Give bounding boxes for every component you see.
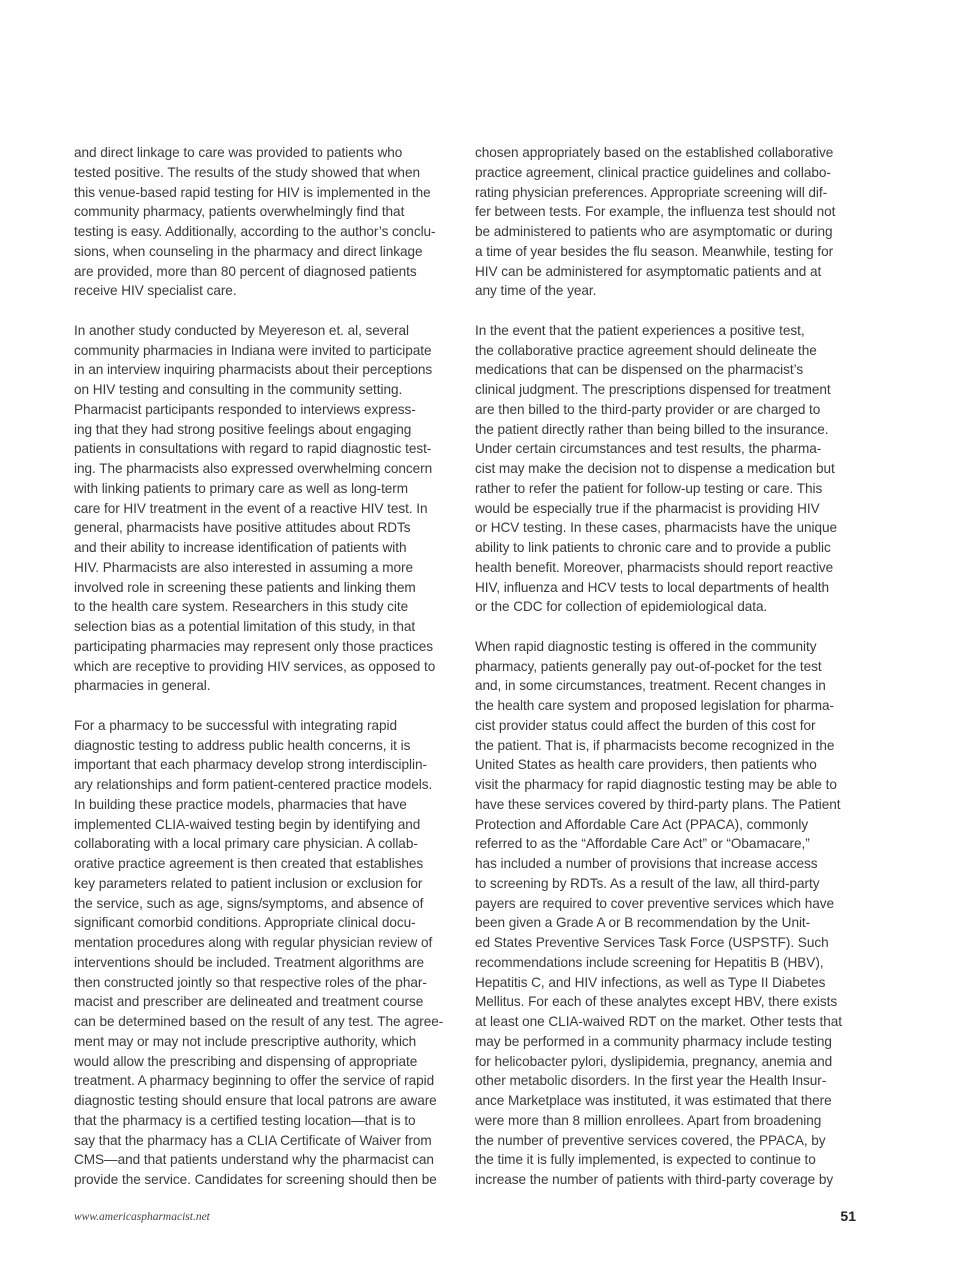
text-line: the service, such as age, signs/symptoms, and absence of — [74, 895, 424, 911]
text-line: are provided, more than 80 percent of diagnosed patients — [74, 263, 417, 279]
text-line: patients in consultations with regard to rapid diagnostic test- — [74, 441, 432, 457]
text-line: the patient. That is, if pharmacists become recognized in the — [475, 737, 835, 753]
text-line: community pharmacy, patients overwhelmingly find that — [74, 204, 405, 220]
text-line: United States as health care providers, then patients who — [475, 757, 817, 773]
text-line: pharmacies in general. — [74, 678, 211, 694]
text-line: at least one CLIA-waived RDT on the market. Other tests that — [475, 1014, 842, 1029]
text-line: collaborating with a local primary care physician. A collab- — [74, 836, 418, 852]
text-line: in an interview inquiring pharmacists about their perceptions — [74, 362, 433, 378]
text-line: or the CDC for collection of epidemiological data. — [475, 599, 768, 615]
paragraph — [74, 321, 456, 696]
page-number: 51 — [840, 1208, 856, 1224]
paragraph-gap — [74, 301, 456, 321]
text-line: general, pharmacists have positive attitudes about RDTs — [74, 520, 411, 536]
text-line: rating physician preferences. Appropriate screening will dif- — [475, 184, 828, 200]
text-line: testing is easy. Additionally, according to the author’s conclu- — [74, 224, 436, 239]
text-line: care for HIV treatment in the event of a reactive HIV test. In — [74, 500, 428, 516]
text-line: health benefit. Moreover, pharmacists should report reactive — [475, 559, 834, 575]
paragraph-gap — [475, 617, 857, 637]
text-line: significant comorbid conditions. Appropriate clinical docu- — [74, 915, 416, 931]
text-line: payers are required to cover preventive services which have — [475, 895, 834, 911]
text-line: macist and prescriber are delineated and treatment course — [74, 994, 424, 1010]
text-line: For a pharmacy to be successful with integrating rapid — [74, 717, 397, 733]
text-line: this venue-based rapid testing for HIV is implemented in the — [74, 184, 431, 200]
text-line: ance Marketplace was instituted, it was estimated that there — [475, 1093, 832, 1108]
right-text-column — [475, 143, 857, 1190]
text-line: When rapid diagnostic testing is offered in the community — [475, 638, 817, 654]
text-line: with linking patients to primary care as well as long-term — [74, 480, 409, 496]
text-line: be administered to patients who are asymptomatic or during — [475, 224, 833, 239]
text-line: Protection and Affordable Care Act (PPACA), commonly — [475, 816, 809, 832]
text-line: have these services covered by third-party plans. The Patient — [475, 796, 841, 812]
text-line: then constructed jointly so that respective roles of the phar- — [74, 974, 427, 990]
text-line: were more than 8 million enrollees. Apart from broadening — [475, 1112, 822, 1128]
text-line: the collaborative practice agreement should delineate the — [475, 342, 817, 358]
text-line: HIV. Pharmacists are also interested in assuming a more — [74, 559, 414, 575]
text-line: treatment. A pharmacy beginning to offer the service of rapid — [74, 1073, 435, 1089]
text-line: orative practice agreement is then created that establishes — [74, 856, 424, 871]
text-line: cist provider status could affect the burden of this cost for — [475, 717, 816, 733]
text-line: involved role in screening these patients and linking them — [74, 579, 416, 595]
text-line: clinical judgment. The prescriptions dispensed for treatment — [475, 382, 831, 397]
text-line: ed States Preventive Services Task Force (USPSTF). Such — [475, 935, 829, 950]
text-line: and their ability to increase identification of patients with — [74, 540, 407, 555]
text-line: or HCV testing. In these cases, pharmacists have the unique — [475, 520, 838, 536]
text-line: HIV can be administered for asymptomatic patients and at — [475, 263, 822, 279]
text-line: are then billed to the third-party provider or are charged to — [475, 401, 821, 417]
text-line: rather to refer the patient for follow-up testing or care. This — [475, 480, 823, 496]
text-line: community pharmacies in Indiana were invited to participate — [74, 342, 432, 358]
text-line: pharmacy, patients generally pay out-of-pocket for the test — [475, 658, 822, 674]
text-line: cist may make the decision not to dispense a medication but — [475, 461, 835, 476]
text-line: practice agreement, clinical practice guidelines and collabo- — [475, 164, 831, 180]
text-line: HIV, influenza and HCV tests to local departments of health — [475, 579, 829, 595]
text-line: has included a number of provisions that increase access — [475, 856, 818, 871]
text-line: the health care system and proposed legislation for pharma- — [475, 698, 834, 713]
text-line: ment may or may not include prescriptive authority, which — [74, 1033, 417, 1049]
paragraph — [475, 637, 857, 1190]
text-line: Mellitus. For each of these analytes except HBV, there exists — [475, 994, 838, 1010]
text-line: would be especially true if the pharmacist is providing HIV — [475, 500, 820, 516]
text-line: ary relationships and form patient-centered practice models. — [74, 777, 433, 792]
paragraph — [475, 143, 857, 301]
text-line: can be determined based on the result of any test. The agree- — [74, 1014, 444, 1029]
text-line: increase the number of patients with third-party coverage by — [475, 1172, 834, 1187]
text-line: would allow the prescribing and dispensing of appropriate — [74, 1053, 418, 1069]
text-line: say that the pharmacy has a CLIA Certificate of Waiver from — [74, 1132, 432, 1148]
text-line: ing. The pharmacists also expressed overwhelming concern — [74, 461, 433, 476]
text-line: other metabolic disorders. In the first year the Health Insur- — [475, 1073, 827, 1089]
paragraph — [74, 143, 456, 301]
text-line: visit the pharmacy for rapid diagnostic testing may be able to — [475, 777, 837, 792]
text-line: selection bias as a potential limitation of this study, in that — [74, 619, 416, 634]
text-line: on HIV testing and consulting in the community setting. — [74, 382, 403, 397]
text-line: tested positive. The results of the study showed that when — [74, 164, 420, 180]
text-line: mentation procedures along with regular physician review of — [74, 935, 433, 950]
text-line: that the pharmacy is a certified testing location—that is to — [74, 1112, 416, 1128]
text-line: CMS—and that patients understand why the pharmacist can — [74, 1152, 434, 1168]
text-line: referred to as the “Affordable Care Act” or “Obamacare,” — [475, 836, 810, 852]
text-line: In the event that the patient experiences a positive test, — [475, 322, 805, 338]
text-line: chosen appropriately based on the established collaborative — [475, 145, 834, 160]
paragraph — [475, 321, 857, 617]
text-line: implemented CLIA-waived testing begin by identifying and — [74, 816, 421, 832]
text-line: provide the service. Candidates for screening should then be — [74, 1172, 437, 1187]
text-line: the patient directly rather than being billed to the insurance. — [475, 421, 829, 437]
text-line: fer between tests. For example, the influenza test should not — [475, 204, 836, 220]
text-line: the number of preventive services covered, the PPACA, by — [475, 1132, 826, 1148]
text-line: key parameters related to patient inclusion or exclusion for — [74, 875, 423, 891]
text-line: and direct linkage to care was provided to patients who — [74, 145, 403, 160]
text-line: for helicobacter pylori, dyslipidemia, pregnancy, anemia and — [475, 1053, 833, 1069]
text-line: the time it is fully implemented, is expected to continue to — [475, 1152, 816, 1168]
text-line: which are receptive to providing HIV services, as opposed to — [74, 658, 436, 674]
text-line: In another study conducted by Meyereson et. al, several — [74, 322, 410, 338]
footer-url: www.americaspharmacist.net — [74, 1211, 210, 1223]
text-line: participating pharmacies may represent only those practices — [74, 638, 433, 654]
text-line: diagnostic testing should ensure that local patrons are aware — [74, 1093, 437, 1108]
text-line: to screening by RDTs. As a result of the law, all third-party — [475, 875, 820, 891]
left-text-column — [74, 143, 456, 1190]
text-line: and, in some circumstances, treatment. Recent changes in — [475, 678, 826, 694]
text-line: a time of year besides the flu season. Meanwhile, testing for — [475, 243, 834, 259]
text-line: recommendations include screening for Hepatitis B (HBV), — [475, 954, 824, 970]
text-line: ing that they had strong positive feelings about engaging — [74, 421, 412, 437]
text-line: receive HIV specialist care. — [74, 283, 237, 299]
text-line: sions, when counseling in the pharmacy and direct linkage — [74, 243, 423, 259]
text-line: medications that can be dispensed on the pharmacist’s — [475, 362, 804, 378]
paragraph — [74, 716, 456, 1190]
text-line: been given a Grade A or B recommendation by the Unit- — [475, 915, 811, 931]
text-line: diagnostic testing to address public health concerns, it is — [74, 737, 411, 753]
text-line: In building these practice models, pharmacies that have — [74, 796, 407, 812]
text-line: may be performed in a community pharmacy include testing — [475, 1033, 832, 1049]
text-line: Under certain circumstances and test results, the pharma- — [475, 441, 822, 457]
paragraph-gap — [74, 696, 456, 716]
text-line: any time of the year. — [475, 283, 597, 299]
paragraph-gap — [475, 301, 857, 321]
text-line: important that each pharmacy develop strong interdisciplin- — [74, 757, 427, 773]
text-line: to the health care system. Researchers in this study cite — [74, 599, 409, 615]
text-line: ability to link patients to chronic care and to provide a public — [475, 540, 831, 555]
text-line: Hepatitis C, and HIV infections, as well as Type II Diabetes — [475, 974, 826, 990]
text-line: interventions should be included. Treatment algorithms are — [74, 954, 424, 970]
text-line: Pharmacist participants responded to interviews express- — [74, 401, 416, 417]
